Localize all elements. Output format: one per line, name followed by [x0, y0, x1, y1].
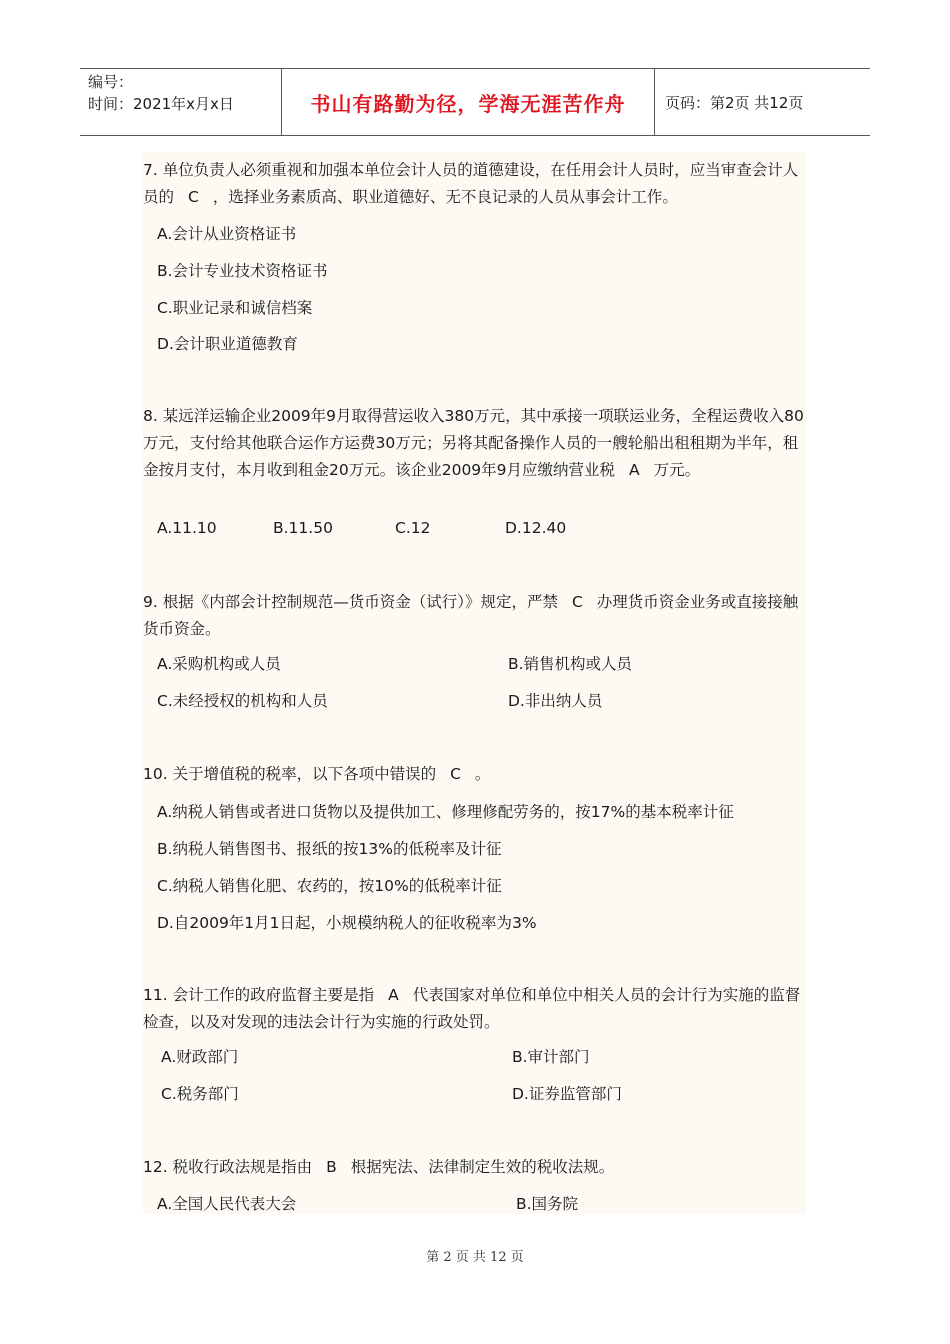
- option-d: D.12.40: [505, 519, 567, 537]
- question-text: 9. 根据《内部会计控制规范—货币资金（试行）》规定，严禁: [143, 593, 558, 611]
- option-b: B.纳税人销售图书、报纸的按13%的低税率及计征: [157, 840, 502, 858]
- header-page-info: 页码：第2页 共12页: [665, 93, 804, 112]
- question-text: 10. 关于增值税的税率，以下各项中错误的: [143, 765, 437, 783]
- option-b: B.销售机构或人员: [508, 655, 633, 673]
- option-b: B.审计部门: [512, 1048, 590, 1066]
- question-text-after: 。: [474, 765, 491, 783]
- question-text: 7. 单位负责人必须重视和加强本单位会计人员的道德建设，在任用会计人员时，应当审查会计人员的: [143, 161, 799, 206]
- question-answer: C: [571, 593, 583, 611]
- question-7: [143, 157, 806, 211]
- page-header: [80, 68, 870, 136]
- option-d: D.会计职业道德教育: [157, 335, 298, 353]
- question-text: 12. 税收行政法规是指由: [143, 1158, 313, 1176]
- question-text-after: 根据宪法、法律制定生效的税收法规。: [350, 1158, 615, 1176]
- question-text-after: 代表国家对单位和单位中相关人员的会计行为实施的监督检查，以及对发现的违法会计行为实施的行政处罚。: [143, 986, 801, 1031]
- option-c: C.纳税人销售化肥、农药的，按10%的低税率计征: [157, 877, 502, 895]
- questions-area: [143, 152, 806, 1214]
- question-answer: A: [388, 986, 399, 1004]
- header-motto: 书山有路勤为径，学海无涯苦作舟: [282, 69, 655, 135]
- option-a: A.会计从业资格证书: [157, 225, 297, 243]
- option-c: C.职业记录和诚信档案: [157, 299, 313, 317]
- option-d: D.自2009年1月1日起，小规模纳税人的征收税率为3%: [157, 914, 537, 932]
- question-answer: C: [188, 188, 199, 206]
- question-answer: B: [326, 1158, 337, 1176]
- document-time-label: 时间：2021年x月x日: [88, 95, 234, 113]
- option-a: A.全国人民代表大会: [157, 1195, 297, 1213]
- option-a: A.采购机构或人员: [157, 655, 281, 673]
- question-12: [143, 1154, 806, 1181]
- document-number-label: 编号：: [88, 73, 134, 91]
- question-8: [143, 403, 806, 484]
- option-b: B.国务院: [516, 1195, 579, 1213]
- question-answer: A: [629, 461, 640, 479]
- question-text: 11. 会计工作的政府监督主要是指: [143, 986, 375, 1004]
- question-10: [143, 761, 806, 788]
- option-a: A.纳税人销售或者进口货物以及提供加工、修理修配劳务的，按17%的基本税率计征: [157, 803, 734, 821]
- question-9: [143, 589, 806, 643]
- option-a: A.财政部门: [161, 1048, 239, 1066]
- option-c: C.12: [395, 519, 431, 537]
- option-a: A.11.10: [157, 519, 217, 537]
- header-meta: [80, 69, 282, 135]
- option-c: C.未经授权的机构和人员: [157, 692, 328, 710]
- question-text-after: 万元。: [653, 461, 701, 479]
- question-answer: C: [450, 765, 461, 783]
- question-text: 8. 某远洋运输企业2009年9月取得营运收入380万元，其中承接一项联运业务，全程运费收入80万元，支付给其他联合运作方运费30万元；另将其配备操作人员的一艘轮船出租租期为半年，租金按月支付，本月收到租金20万元。该企业2009年9月应缴纳营业税: [143, 407, 804, 479]
- question-11: [143, 982, 806, 1036]
- option-c: C.税务部门: [161, 1085, 239, 1103]
- question-text-after: 办理货币资金业务或直接接触货币资金。: [143, 593, 799, 638]
- option-d: D.证券监管部门: [512, 1085, 622, 1103]
- question-text-after: ，选择业务素质高、职业道德好、无不良记录的人员从事会计工作。: [212, 188, 678, 206]
- option-b: B.会计专业技术资格证书: [157, 262, 328, 280]
- option-b: B.11.50: [273, 519, 333, 537]
- option-d: D.非出纳人员: [508, 692, 603, 710]
- page-footer: 第 2 页 共 12 页: [426, 1250, 524, 1265]
